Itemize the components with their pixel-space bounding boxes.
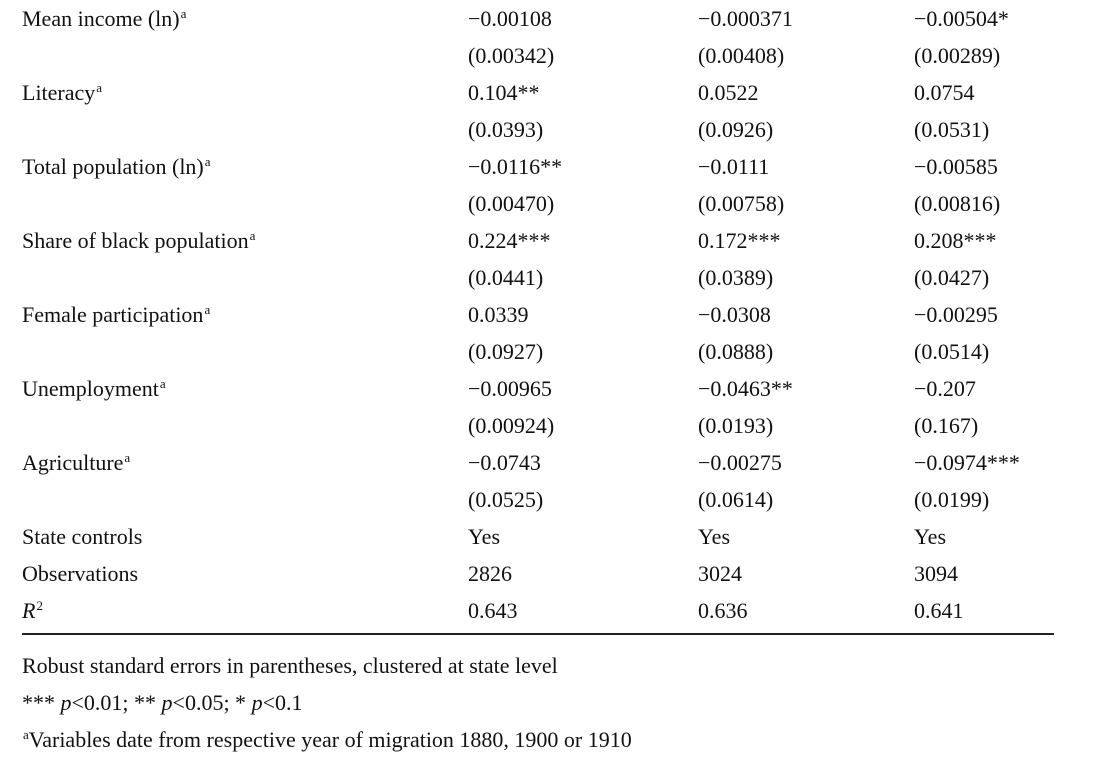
coef-cell: −0.000371 [698,6,793,31]
se-cell: (0.00816) [914,191,1001,216]
coef-cell: −0.207 [914,376,976,401]
value-cell: Yes [468,524,501,549]
coef-cell: 0.0754 [914,80,975,105]
table-row-se [22,409,1054,446]
coef-cell: 0.0339 [468,302,529,327]
variable-label: Share of black population$^a$ [22,227,256,253]
coef-cell: −0.0463** [698,376,793,401]
table-row-se [22,113,1054,150]
se-cell: (0.167) [914,413,979,438]
se-cell: (0.0427) [914,265,990,290]
se-cell: (0.0514) [914,339,990,364]
variable-label: Agriculture$^a$ [22,449,131,475]
variable-label: Mean income $(\ln)^a$ [22,5,187,31]
coef-cell: −0.0116** [468,154,563,179]
se-cell: (0.00289) [914,43,1001,68]
coef-cell: −0.00504* [914,6,1009,31]
se-cell: (0.0193) [698,413,774,438]
coef-cell: 0.104** [468,80,540,105]
se-cell: (0.0927) [468,339,544,364]
coef-cell: −0.00275 [698,450,782,475]
se-cell: (0.0393) [468,117,544,142]
note-standard-errors: Robust standard errors in parentheses, clustered at state level [22,653,558,678]
se-cell: (0.00342) [468,43,555,68]
table-row-se [22,335,1054,372]
table-row [22,2,1054,39]
value-cell: 3024 [698,561,742,586]
table-row-se [22,187,1054,224]
table-row [22,224,1054,261]
note-significance: *** p<0.01; ** p<0.05; * p<0.1 [22,690,303,715]
note-variables-date: $^a$Variables date from respective year of migration 1880, 1900 or 1910 [23,726,632,752]
value-cell: 3094 [914,561,958,586]
table-row-r-squared [22,594,1054,631]
table-row [22,298,1054,335]
coef-cell: −0.00295 [914,302,998,327]
table-row [22,372,1054,409]
se-cell: (0.0926) [698,117,774,142]
row-label: State controls [22,524,143,549]
value-cell: Yes [698,524,731,549]
value-cell: 2826 [468,561,512,586]
table-bottom-rule [22,633,1054,635]
variable-label: Female participation$^a$ [22,301,211,327]
value-cell: 0.641 [914,598,964,623]
value-cell: 0.643 [468,598,518,623]
table-row-se [22,261,1054,298]
row-label: Observations [22,561,139,586]
value-cell: 0.636 [698,598,748,623]
coef-cell: 0.208*** [914,228,997,253]
table-row [22,76,1054,113]
coef-cell: −0.0111 [698,154,770,179]
regression-table [22,2,1054,631]
se-cell: (0.00924) [468,413,555,438]
value-cell: Yes [914,524,947,549]
se-cell: (0.0441) [468,265,544,290]
se-cell: (0.0531) [914,117,990,142]
coef-cell: −0.0974*** [914,450,1020,475]
coef-cell: −0.00965 [468,376,552,401]
table-row-state-controls [22,520,1054,557]
variable-label: Total population $(\ln)^a$ [22,153,211,179]
se-cell: (0.0888) [698,339,774,364]
coef-cell: 0.172*** [698,228,781,253]
variable-label: Literacy$^a$ [22,79,103,105]
table-notes [22,647,632,758]
se-cell: (0.0199) [914,487,990,512]
coef-cell: 0.0522 [698,80,759,105]
table-row-observations [22,557,1054,594]
coef-cell: −0.00585 [914,154,998,179]
table-row-se [22,39,1054,76]
coef-cell: −0.0743 [468,450,541,475]
coef-cell: −0.0308 [698,302,771,327]
row-label: $R^2$ [22,597,43,623]
se-cell: (0.00758) [698,191,785,216]
se-cell: (0.0525) [468,487,544,512]
se-cell: (0.0389) [698,265,774,290]
se-cell: (0.00470) [468,191,555,216]
se-cell: (0.0614) [698,487,774,512]
coef-cell: −0.00108 [468,6,552,31]
se-cell: (0.00408) [698,43,785,68]
table-row-se [22,483,1054,520]
coef-cell: 0.224*** [468,228,551,253]
table-row [22,150,1054,187]
variable-label: Unemployment$^a$ [22,375,166,401]
table-row [22,446,1054,483]
